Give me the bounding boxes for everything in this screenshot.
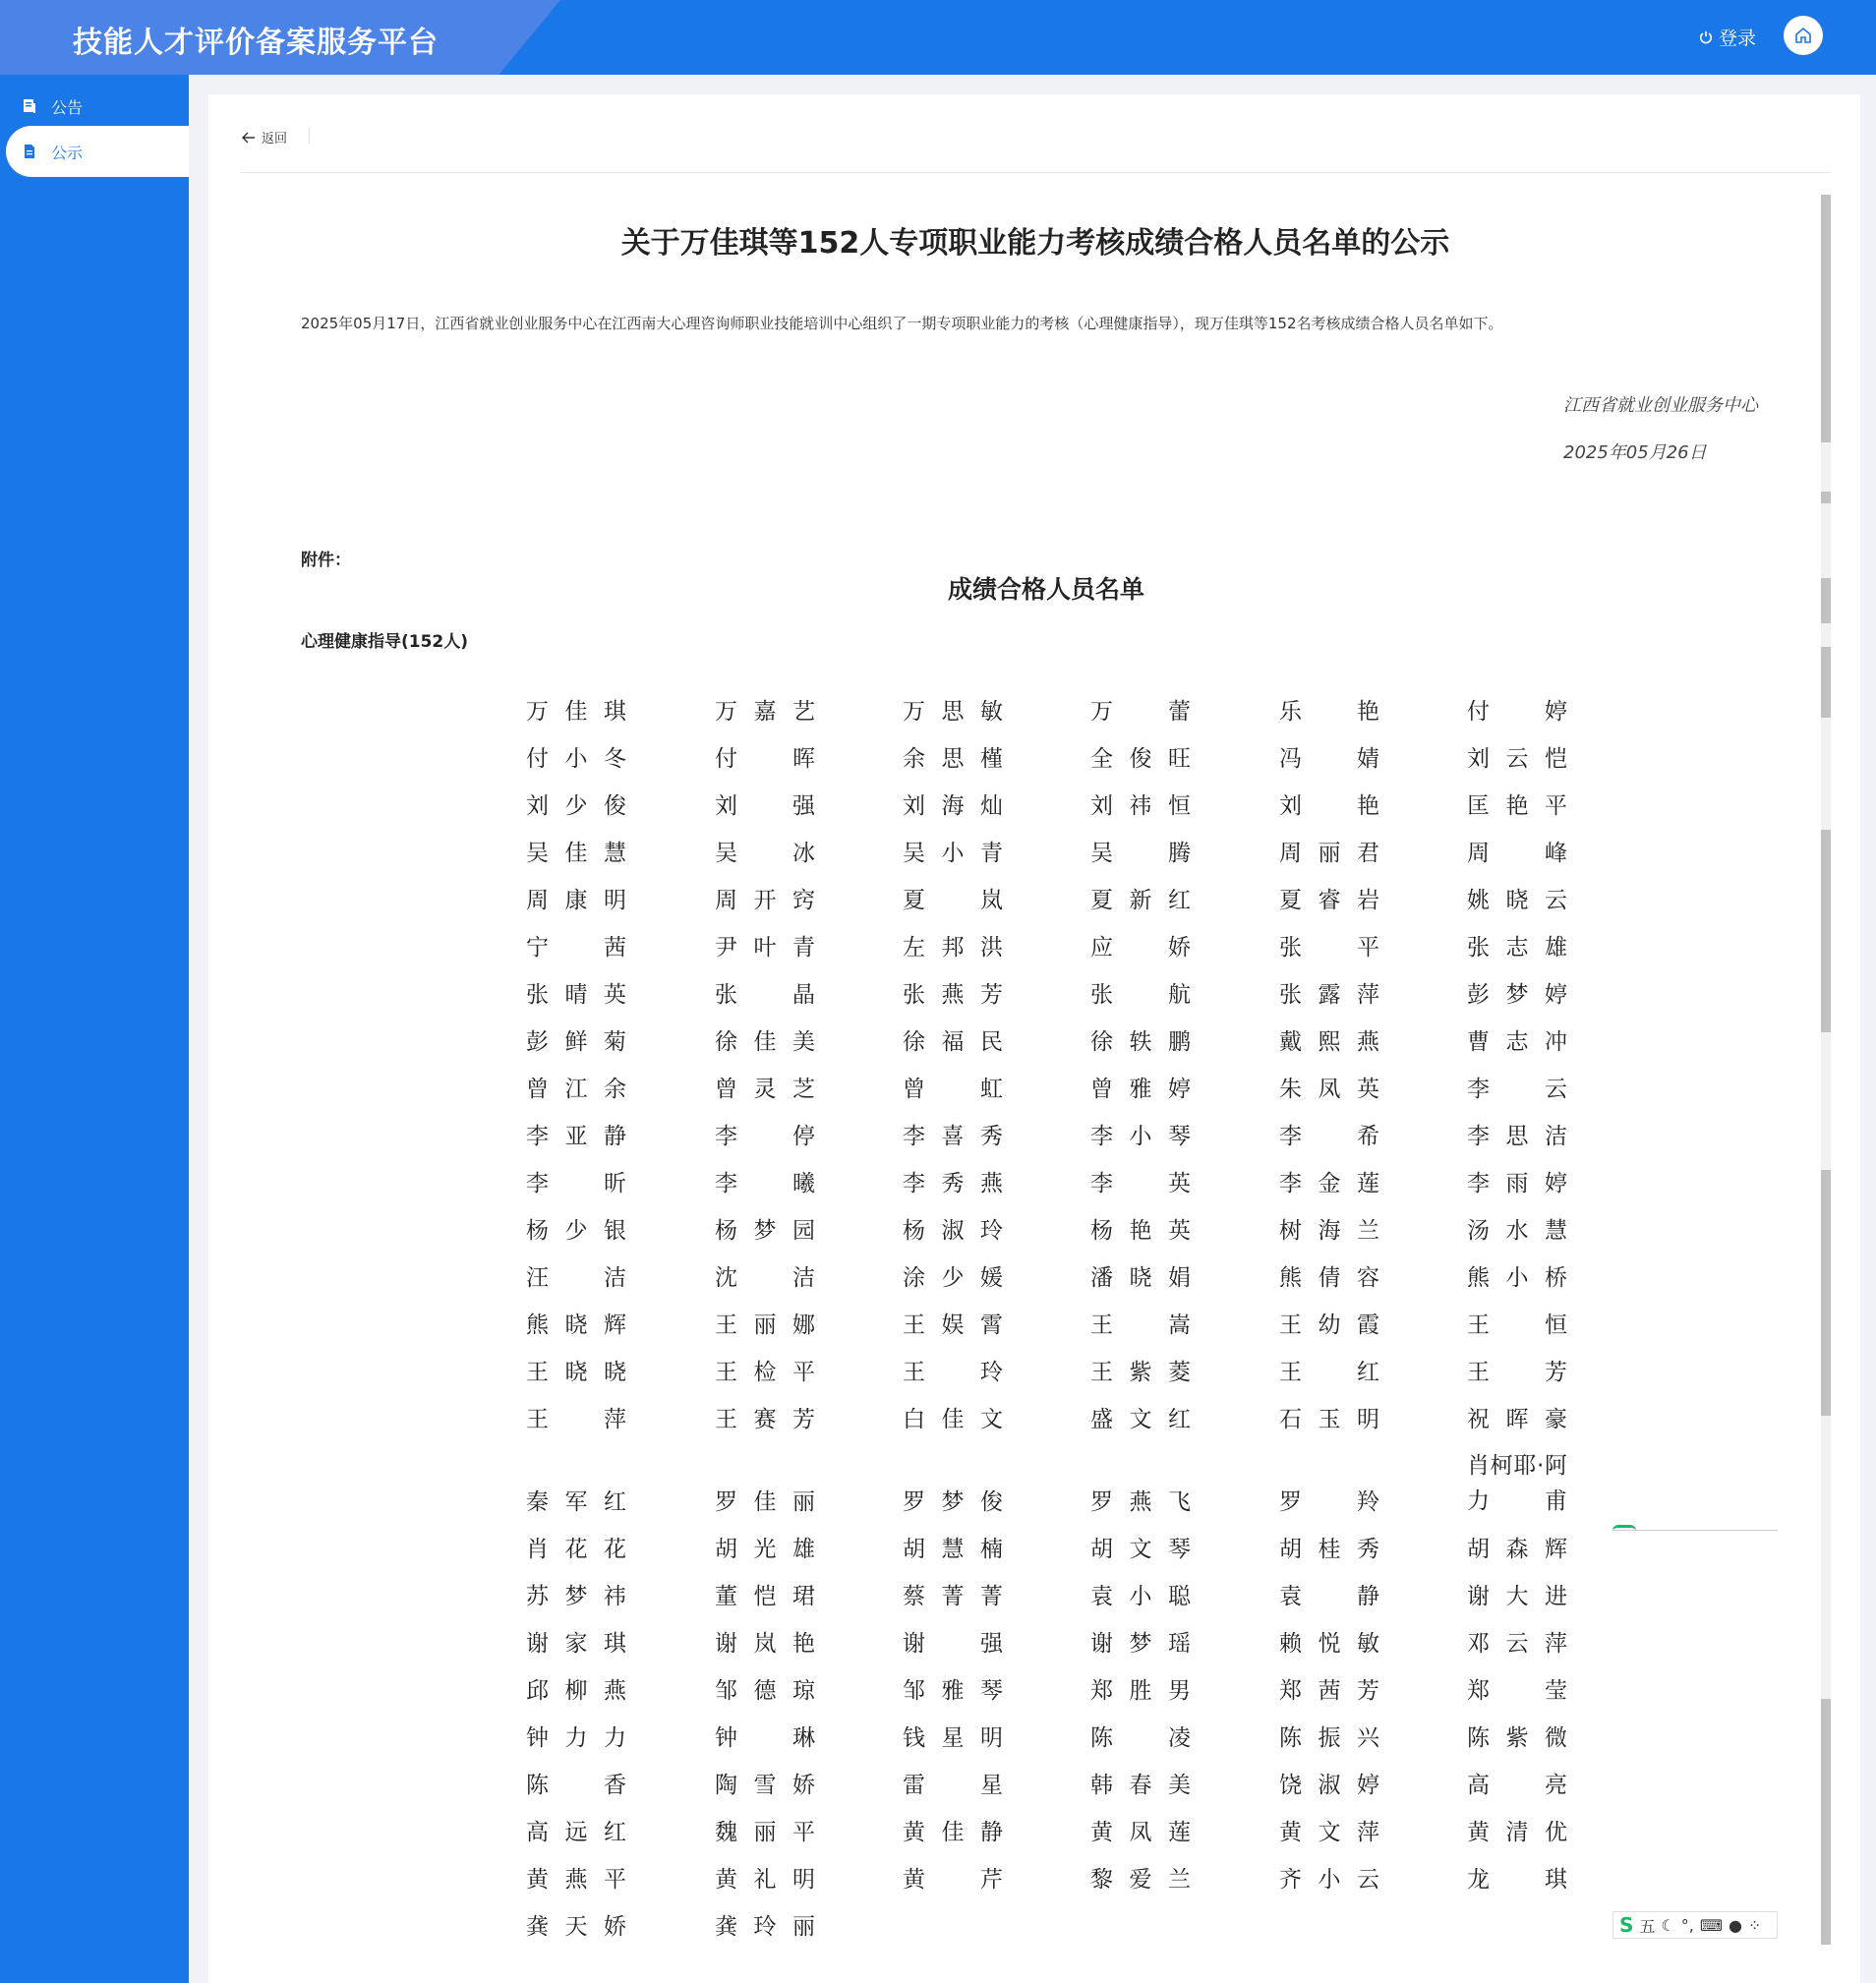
name-cell: 邱柳燕 <box>526 1678 626 1704</box>
name-cell: 应娇 <box>1090 935 1191 961</box>
scrollbar-segment <box>1821 1699 1831 1945</box>
grid-icon: ⁘ <box>1747 1915 1762 1935</box>
name-cell: 张燕芳 <box>903 982 1003 1008</box>
name-row <box>526 1900 1568 1948</box>
moon-icon: ☾ <box>1661 1915 1675 1935</box>
scrollbar-thumb[interactable] <box>1821 195 1831 442</box>
notice-intro: 2025年05月17日，江西省就业创业服务中心在江西南大心理咨询师职业技能培训中心组织了一期专项职业能力的考核（心理健康指导），现万佳琪等152名考核成绩合格人员名单如下。 <box>301 315 1503 332</box>
notice-icon <box>22 98 37 114</box>
name-cell: 黄凤莲 <box>1090 1820 1191 1845</box>
name-cell: 张晶 <box>715 982 815 1008</box>
name-row <box>526 1759 1568 1806</box>
name-cell: 罗佳丽 <box>715 1489 815 1515</box>
name-cell: 李雨婷 <box>1467 1171 1567 1196</box>
scrollbar-segment <box>1821 578 1831 623</box>
name-cell: 王萍 <box>526 1407 626 1432</box>
name-row <box>526 1252 1568 1299</box>
name-cell: 钟琳 <box>715 1725 815 1751</box>
name-cell: 罗梦俊 <box>903 1489 1003 1515</box>
name-cell: 冯婧 <box>1279 746 1379 772</box>
name-cell: 谢家琪 <box>526 1631 626 1657</box>
name-cell: 王嵩 <box>1090 1312 1191 1338</box>
name-cell: 彭梦婷 <box>1467 982 1567 1008</box>
name-cell: 蔡菁菁 <box>903 1584 1003 1609</box>
name-cell: 郑茜芳 <box>1279 1678 1379 1704</box>
name-cell: 涂少媛 <box>903 1265 1003 1291</box>
name-row <box>526 1204 1568 1252</box>
name-cell: 万蕾 <box>1090 699 1191 725</box>
name-cell: 王晓晓 <box>526 1360 626 1385</box>
name-cell: 刘海灿 <box>903 793 1003 819</box>
name-cell: 黄芹 <box>903 1867 1003 1893</box>
name-cell: 张平 <box>1279 935 1379 961</box>
name-cell: 黎爱兰 <box>1090 1867 1191 1893</box>
name-cell: 潘晓娟 <box>1090 1265 1191 1291</box>
name-row <box>526 921 1568 968</box>
scrollbar-segment <box>1821 647 1831 718</box>
name-cell: 余思槿 <box>903 746 1003 772</box>
name-cell: 汤水慧 <box>1467 1218 1567 1244</box>
name-row <box>526 1110 1568 1157</box>
name-grid <box>526 685 1568 1948</box>
name-row <box>526 1617 1568 1664</box>
name-cell: 刘强 <box>715 793 815 819</box>
name-cell: 谢岚艳 <box>715 1631 815 1657</box>
name-cell: 李小琴 <box>1090 1124 1191 1149</box>
name-cell: 邹雅琴 <box>903 1678 1003 1704</box>
name-row <box>526 1523 1568 1570</box>
name-cell: 苏梦祎 <box>526 1584 626 1609</box>
name-row <box>526 1712 1568 1759</box>
name-cell: 李停 <box>715 1124 815 1149</box>
name-cell: 齐小云 <box>1279 1867 1379 1893</box>
site-brand[interactable]: 技能人才评价备案服务平台 <box>73 26 439 60</box>
name-cell: 周开窍 <box>715 888 815 913</box>
name-cell: 盛文红 <box>1090 1407 1191 1432</box>
name-cell: 王恒 <box>1467 1312 1567 1338</box>
name-cell: 徐轶鹏 <box>1090 1029 1191 1055</box>
name-cell: 付晖 <box>715 746 815 772</box>
name-cell: 李云 <box>1467 1077 1567 1102</box>
name-cell: 雷星 <box>903 1773 1003 1798</box>
ime-mode-label: 五 <box>1639 1916 1656 1936</box>
keyboard-icon: ⌨ <box>1699 1915 1723 1935</box>
notice-title: 关于万佳琪等152人专项职业能力考核成绩合格人员名单的公示 <box>620 226 1450 261</box>
name-cell: 杨梦园 <box>715 1218 815 1244</box>
name-cell: 谢大进 <box>1467 1584 1567 1609</box>
name-cell: 吴佳慧 <box>526 841 626 866</box>
name-cell: 陈振兴 <box>1279 1725 1379 1751</box>
name-cell: 张晴英 <box>526 982 626 1008</box>
name-cell: 龚天娇 <box>526 1914 626 1940</box>
name-cell: 吴冰 <box>715 841 815 866</box>
name-row <box>526 968 1568 1016</box>
name-cell: 李喜秀 <box>903 1124 1003 1149</box>
name-cell: 付婷 <box>1467 699 1567 725</box>
name-cell: 胡慧楠 <box>903 1537 1003 1562</box>
name-cell: 万佳琪 <box>526 699 626 725</box>
name-cell: 沈洁 <box>715 1265 815 1291</box>
name-cell: 王紫菱 <box>1090 1360 1191 1385</box>
name-cell: 张露萍 <box>1279 982 1379 1008</box>
name-row <box>526 827 1568 874</box>
name-cell: 王赛芳 <box>715 1407 815 1432</box>
name-row <box>526 1853 1568 1900</box>
name-row <box>526 1393 1568 1440</box>
name-cell: 熊小桥 <box>1467 1265 1567 1291</box>
name-cell: 龚玲丽 <box>715 1914 815 1940</box>
name-cell: 徐福民 <box>903 1029 1003 1055</box>
name-cell: 彭鲜菊 <box>526 1029 626 1055</box>
name-cell: 赖悦敏 <box>1279 1631 1379 1657</box>
login-button[interactable] <box>1699 24 1756 50</box>
name-cell: 周峰 <box>1467 841 1567 866</box>
name-cell: 韩春美 <box>1090 1773 1191 1798</box>
name-cell: 尹叶青 <box>715 935 815 961</box>
ime-toolbar[interactable] <box>1612 1911 1778 1939</box>
name-cell: 黄燕平 <box>526 1867 626 1893</box>
name-cell: 戴熙燕 <box>1279 1029 1379 1055</box>
list-title: 成绩合格人员名单 <box>947 575 1144 604</box>
name-cell: 杨少银 <box>526 1218 626 1244</box>
name-cell: 王幼霞 <box>1279 1312 1379 1338</box>
name-cell: 董恺珺 <box>715 1584 815 1609</box>
name-cell: 左邦洪 <box>903 935 1003 961</box>
name-cell: 魏丽平 <box>715 1820 815 1845</box>
name-row <box>526 1440 1568 1523</box>
sidebar <box>0 75 189 1983</box>
name-cell: 王芳 <box>1467 1360 1567 1385</box>
name-cell: 祝晖豪 <box>1467 1407 1567 1432</box>
name-row <box>526 1063 1568 1110</box>
name-cell: 邓云萍 <box>1467 1631 1567 1657</box>
name-cell: 吴小青 <box>903 841 1003 866</box>
name-cell: 胡森辉 <box>1467 1537 1567 1562</box>
sogou-icon: S <box>1619 1913 1634 1937</box>
name-cell: 黄清优 <box>1467 1820 1567 1845</box>
back-button[interactable] <box>242 128 287 146</box>
name-cell: 汪洁 <box>526 1265 626 1291</box>
name-cell: 黄礼明 <box>715 1867 815 1893</box>
name-cell: 谢梦瑶 <box>1090 1631 1191 1657</box>
name-cell: 吴腾 <box>1090 841 1191 866</box>
name-cell: 袁静 <box>1279 1584 1379 1609</box>
name-row <box>526 1664 1568 1712</box>
name-cell: 李昕 <box>526 1171 626 1196</box>
name-cell: 熊倩容 <box>1279 1265 1379 1291</box>
name-cell: 周丽君 <box>1279 841 1379 866</box>
name-cell: 肖花花 <box>526 1537 626 1562</box>
name-cell: 李金莲 <box>1279 1171 1379 1196</box>
scrollbar-segment <box>1821 830 1831 1032</box>
name-row <box>526 1806 1568 1853</box>
name-cell: 刘艳 <box>1279 793 1379 819</box>
content-divider <box>240 172 1831 173</box>
name-cell: 郑胜男 <box>1090 1678 1191 1704</box>
name-cell: 李亚静 <box>526 1124 626 1149</box>
name-cell: 刘祎恒 <box>1090 793 1191 819</box>
name-cell: 胡光雄 <box>715 1537 815 1562</box>
name-cell: 罗羚 <box>1279 1489 1379 1515</box>
document-icon <box>22 144 37 159</box>
sidebar-item-announcement[interactable] <box>6 81 189 132</box>
attachment-label: 附件： <box>301 551 351 570</box>
name-cell: 王检平 <box>715 1360 815 1385</box>
name-cell: 王玲 <box>903 1360 1003 1385</box>
name-cell: 曾灵芝 <box>715 1077 815 1102</box>
name-cell: 李秀燕 <box>903 1171 1003 1196</box>
name-cell: 秦军红 <box>526 1489 626 1515</box>
sidebar-item-label: 公告 <box>51 97 84 117</box>
name-cell: 肖柯耶·阿力甫 <box>1467 1453 1567 1514</box>
name-cell: 徐佳美 <box>715 1029 815 1055</box>
name-cell: 朱凤英 <box>1279 1077 1379 1102</box>
name-cell: 曾江余 <box>526 1077 626 1102</box>
name-cell: 罗燕飞 <box>1090 1489 1191 1515</box>
name-cell: 李思洁 <box>1467 1124 1567 1149</box>
punctuation-icon: °, <box>1680 1915 1694 1935</box>
power-icon <box>1699 30 1713 44</box>
name-cell: 高远红 <box>526 1820 626 1845</box>
name-cell: 饶淑婷 <box>1279 1773 1379 1798</box>
name-cell: 夏新红 <box>1090 888 1191 913</box>
name-row <box>526 874 1568 921</box>
login-label: 登录 <box>1719 28 1757 49</box>
name-cell: 刘云恺 <box>1467 746 1567 772</box>
name-cell: 龙琪 <box>1467 1867 1567 1893</box>
name-cell: 曹志冲 <box>1467 1029 1567 1055</box>
user-icon: ● <box>1728 1915 1742 1935</box>
name-row <box>526 1157 1568 1204</box>
name-cell: 王娱霄 <box>903 1312 1003 1338</box>
name-cell: 白佳文 <box>903 1407 1003 1432</box>
name-cell: 周康明 <box>526 888 626 913</box>
home-icon <box>1793 26 1813 45</box>
name-cell: 夏岚 <box>903 888 1003 913</box>
name-cell: 万嘉艺 <box>715 699 815 725</box>
back-label: 返回 <box>262 132 288 146</box>
name-cell: 万思敏 <box>903 699 1003 725</box>
name-cell: 黄佳静 <box>903 1820 1003 1845</box>
name-cell: 高亮 <box>1467 1773 1567 1798</box>
name-cell: 胡文琴 <box>1090 1537 1191 1562</box>
scrollbar-track[interactable] <box>1821 195 1831 1945</box>
name-cell: 张航 <box>1090 982 1191 1008</box>
name-cell: 刘少俊 <box>526 793 626 819</box>
top-header <box>0 0 1876 75</box>
scrollbar-segment <box>1821 1170 1831 1416</box>
name-cell: 宁茜 <box>526 935 626 961</box>
name-row <box>526 1299 1568 1346</box>
sidebar-item-publicity[interactable] <box>6 126 189 177</box>
name-cell: 谢强 <box>903 1631 1003 1657</box>
name-cell: 陈凌 <box>1090 1725 1191 1751</box>
name-row <box>526 1016 1568 1063</box>
name-cell: 树海兰 <box>1279 1218 1379 1244</box>
name-row <box>526 780 1568 827</box>
issue-date: 2025年05月26日 <box>1563 442 1707 463</box>
name-cell: 陈香 <box>526 1773 626 1798</box>
name-row <box>526 732 1568 780</box>
name-cell: 夏睿岩 <box>1279 888 1379 913</box>
name-cell: 李希 <box>1279 1124 1379 1149</box>
home-button[interactable] <box>1784 16 1823 55</box>
sidebar-item-label: 公示 <box>51 143 84 162</box>
name-cell: 李英 <box>1090 1171 1191 1196</box>
name-cell: 王丽娜 <box>715 1312 815 1338</box>
name-cell: 邹德琼 <box>715 1678 815 1704</box>
arrow-left-icon <box>242 132 256 144</box>
name-cell: 杨艳英 <box>1090 1218 1191 1244</box>
name-cell: 黄文萍 <box>1279 1820 1379 1845</box>
name-cell: 曾雅婷 <box>1090 1077 1191 1102</box>
scrollbar-segment <box>1821 492 1831 503</box>
name-cell: 付小冬 <box>526 746 626 772</box>
name-row <box>526 1570 1568 1617</box>
name-cell: 张志雄 <box>1467 935 1567 961</box>
name-cell: 袁小聪 <box>1090 1584 1191 1609</box>
name-row <box>526 1346 1568 1393</box>
name-cell: 乐艳 <box>1279 699 1379 725</box>
name-cell: 陶雪娇 <box>715 1773 815 1798</box>
name-cell: 熊晓辉 <box>526 1312 626 1338</box>
name-cell: 匡艳平 <box>1467 793 1567 819</box>
name-cell: 陈紫微 <box>1467 1725 1567 1751</box>
name-cell: 王红 <box>1279 1360 1379 1385</box>
name-cell: 杨淑玲 <box>903 1218 1003 1244</box>
issuer-name: 江西省就业创业服务中心 <box>1563 395 1758 416</box>
name-row <box>526 685 1568 732</box>
name-cell: 石玉明 <box>1279 1407 1379 1432</box>
name-cell: 钟力力 <box>526 1725 626 1751</box>
header-separator <box>309 128 310 144</box>
category-label: 心理健康指导(152人) <box>301 632 469 652</box>
name-cell: 姚晓云 <box>1467 888 1567 913</box>
name-cell: 胡桂秀 <box>1279 1537 1379 1562</box>
name-cell: 曾虹 <box>903 1077 1003 1102</box>
name-cell: 李曦 <box>715 1171 815 1196</box>
name-cell: 全俊旺 <box>1090 746 1191 772</box>
name-cell: 郑莹 <box>1467 1678 1567 1704</box>
ime-line <box>1612 1530 1778 1531</box>
name-cell: 钱星明 <box>903 1725 1003 1751</box>
